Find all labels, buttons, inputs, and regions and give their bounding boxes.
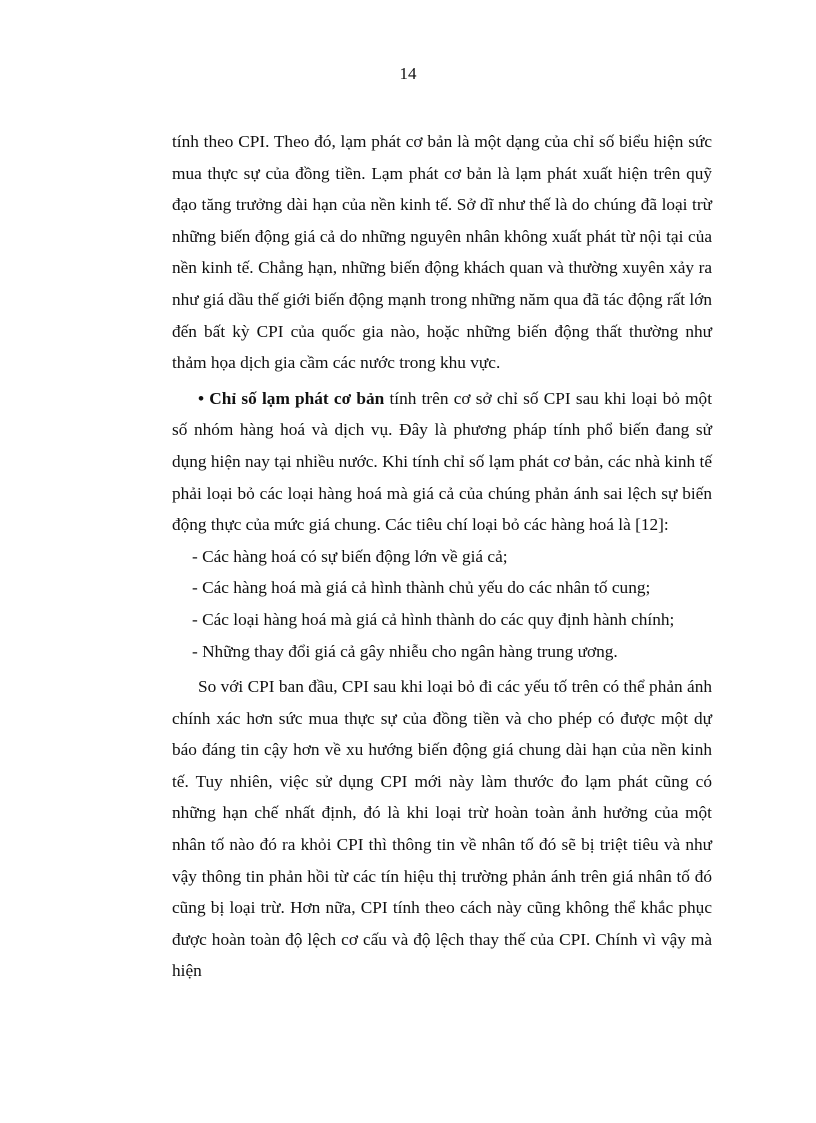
criteria-item: - Các hàng hoá mà giá cả hình thành chủ yếu do các nhân tố cung; <box>192 578 651 598</box>
criteria-item: - Các hàng hoá có sự biến động lớn về giá cả; <box>192 546 508 566</box>
page-body <box>172 126 712 987</box>
closing-paragraph: So với CPI ban đầu, CPI sau khi loại bỏ đi các yếu tố trên có thể phản ánh chính xác hơn sức mua thực sự của đồng tiền và cho phép có được một dự báo đáng tin cậy hơn về xu hướng biến động giá chung dài hạn của nền kinh tế. Tuy nhiên, việc sử dụng CPI mới này làm thước đo lạm phát cũng có những hạn chế nhất định, đó là khi loại trừ hoàn toàn ảnh hưởng của một nhân tố nào đó ra khỏi CPI thì thông tin về nhân tố đó sẽ bị triệt tiêu và như vậy thông tin phản hồi từ các tín hiệu thị trường phản ánh trên giá nhân tố đó cũng bị loại trừ. Hơn nữa, CPI tính theo cách này cũng không thể khắc phục được hoàn toàn độ lệch cơ cấu và độ lệch thay thế của CPI. Chính vì vậy mà hiện <box>172 677 712 981</box>
core-inflation-term: • Chỉ số lạm phát cơ bản <box>198 388 385 408</box>
criteria-item: - Những thay đổi giá cả gây nhiễu cho ngân hàng trung ương. <box>192 641 618 661</box>
core-inflation-definition: tính trên cơ sở chỉ số CPI sau khi loại bỏ một số nhóm hàng hoá và dịch vụ. Đây là phương pháp tính phổ biến đang sử dụng hiện nay tại nhiều nước. Khi tính chỉ số lạm phát cơ bản, các nhà kinh tế phải loại bỏ các loại hàng hoá mà giá cả của chúng phản ánh sai lệch sự biến động thực của mức giá chung. Các tiêu chí loại bỏ các hàng hoá là [12]: <box>172 388 712 535</box>
core-inflation-paragraph <box>172 383 712 541</box>
continuation-paragraph: tính theo CPI. Theo đó, lạm phát cơ bản là một dạng của chỉ số biểu hiện sức mua thực sự của đồng tiền. Lạm phát cơ bản là lạm phát xuất hiện trên quỹ đạo tăng trưởng dài hạn của nền kinh tế. Sở dĩ như thế là do chúng đã loại trừ những biến động giá cả do những nguyên nhân không xuất phát từ nội tại của nền kinh tế. Chẳng hạn, những biến động khách quan và thường xuyên xảy ra như giá dầu thế giới biến động mạnh trong những năm qua đã tác động rất lớn đến bất kỳ CPI của quốc gia nào, hoặc những biến động thất thường như thảm họa dịch gia cầm các nước trong khu vực. <box>172 132 712 373</box>
criteria-item: - Các loại hàng hoá mà giá cả hình thành do các quy định hành chính; <box>192 609 675 629</box>
page-number: 14 <box>399 64 417 83</box>
